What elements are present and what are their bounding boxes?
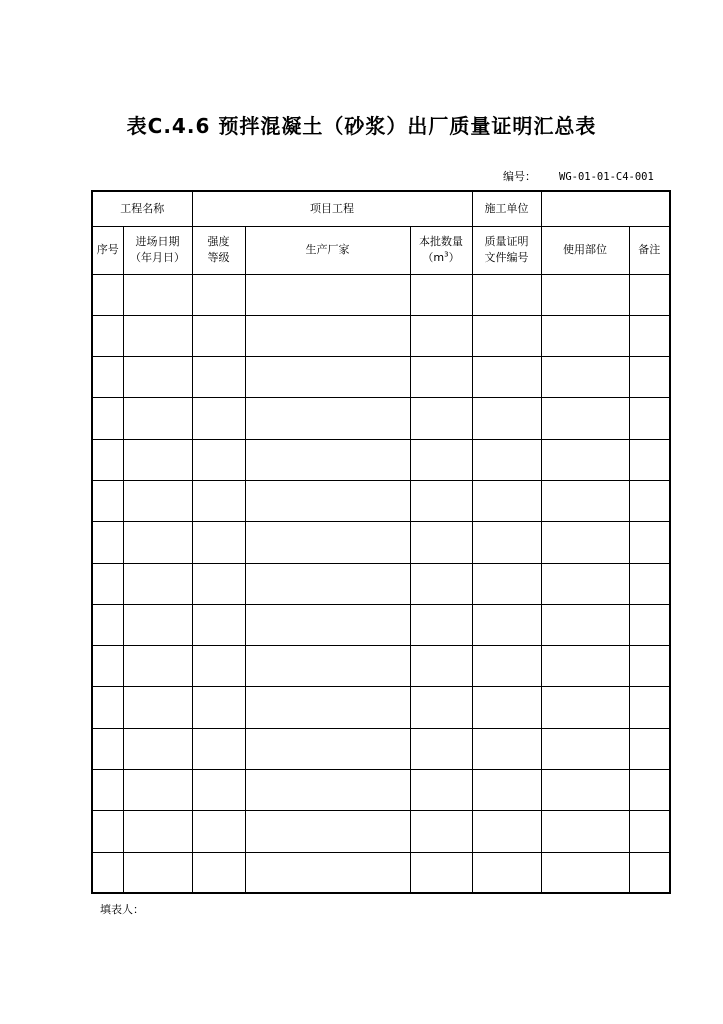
table-cell[interactable] [629,398,670,439]
table-cell[interactable] [123,439,192,480]
col-header-seq: 序号 [92,226,123,274]
table-cell[interactable] [541,770,629,811]
table-cell[interactable] [92,398,123,439]
table-row [92,770,670,811]
table-cell[interactable] [123,770,192,811]
table-cell[interactable] [472,480,541,521]
table-cell[interactable] [123,522,192,563]
col-header-date [123,226,192,274]
table-cell[interactable] [245,687,410,728]
table-cell[interactable] [541,274,629,315]
table-row [92,357,670,398]
column-header-row [92,226,670,274]
summary-table [91,190,671,894]
table-cell[interactable] [410,439,472,480]
table-cell[interactable] [629,604,670,645]
table-cell[interactable] [629,811,670,852]
col-header-grade [192,226,245,274]
data-rows [92,274,670,893]
table-cell[interactable] [192,480,245,521]
table-row [92,439,670,480]
table-cell[interactable] [472,604,541,645]
table-cell[interactable] [541,728,629,769]
table-cell[interactable] [541,357,629,398]
table-cell[interactable] [92,646,123,687]
table-cell[interactable] [123,480,192,521]
table-row [92,728,670,769]
col-header-grade-line2: 等级 [207,251,230,264]
table-cell[interactable] [629,357,670,398]
table-cell[interactable] [245,646,410,687]
table-cell[interactable] [472,522,541,563]
table-cell[interactable] [123,563,192,604]
table-cell[interactable] [541,646,629,687]
table-cell[interactable] [472,728,541,769]
col-header-usage: 使用部位 [541,226,629,274]
table-cell[interactable] [472,852,541,893]
table-cell[interactable] [629,563,670,604]
page-title: 表C.4.6 预拌混凝土（砂浆）出厂质量证明汇总表 [126,114,597,138]
table-row [92,811,670,852]
table-cell[interactable] [192,728,245,769]
table-cell[interactable] [629,852,670,893]
table-row [92,398,670,439]
table-cell[interactable] [123,604,192,645]
table-cell[interactable] [629,439,670,480]
table-cell[interactable] [472,398,541,439]
table-cell[interactable] [192,522,245,563]
table-cell[interactable] [123,852,192,893]
table-cell[interactable] [92,604,123,645]
quantity-unit-open: （m [422,251,445,264]
table-cell[interactable] [472,687,541,728]
col-header-date-line1: 进场日期 [135,235,180,248]
table-cell[interactable] [92,563,123,604]
table-cell[interactable] [92,315,123,356]
table-cell[interactable] [245,315,410,356]
table-cell[interactable] [410,315,472,356]
table-cell[interactable] [123,398,192,439]
table-row [92,646,670,687]
table-cell[interactable] [541,687,629,728]
table-row [92,687,670,728]
table-cell[interactable] [472,811,541,852]
table-cell[interactable] [192,770,245,811]
table-cell[interactable] [245,274,410,315]
table-cell[interactable] [541,604,629,645]
table-cell[interactable] [245,480,410,521]
quantity-unit-superscript: 3 [444,250,449,259]
table-cell[interactable] [410,398,472,439]
project-name-label: 工程名称 [92,191,192,226]
table-row [92,480,670,521]
table-cell[interactable] [92,357,123,398]
filler-label: 填表人： [100,903,144,916]
table-cell[interactable] [472,357,541,398]
table-cell[interactable] [629,522,670,563]
table-cell[interactable] [245,728,410,769]
table-cell[interactable] [541,522,629,563]
table-cell[interactable] [245,522,410,563]
col-header-certificate-line1: 质量证明 [484,235,529,248]
table-cell[interactable] [410,728,472,769]
table-cell[interactable] [629,315,670,356]
table-cell[interactable] [192,357,245,398]
table-cell[interactable] [410,852,472,893]
table-cell[interactable] [629,728,670,769]
table-cell[interactable] [123,274,192,315]
col-header-grade-line1: 强度 [207,235,230,248]
table-row [92,274,670,315]
table-cell[interactable] [92,480,123,521]
table-cell[interactable] [410,770,472,811]
table-cell[interactable] [245,398,410,439]
table-row [92,563,670,604]
table-cell[interactable] [472,274,541,315]
table-cell[interactable] [410,646,472,687]
table-cell[interactable] [123,687,192,728]
table-cell[interactable] [92,522,123,563]
table-cell[interactable] [92,274,123,315]
quantity-unit-close: ） [448,251,460,264]
table-cell[interactable] [245,811,410,852]
table-cell[interactable] [472,563,541,604]
col-header-manufacturer: 生产厂家 [245,226,410,274]
document-number-value: WG-01-01-C4-001 [559,171,654,183]
col-header-certificate [472,226,541,274]
table-cell[interactable] [245,357,410,398]
table-cell[interactable] [92,728,123,769]
table-cell[interactable] [192,687,245,728]
document-number [503,168,654,184]
document-number-label: 编号： [503,170,536,183]
table-cell[interactable] [92,811,123,852]
table-cell[interactable] [629,687,670,728]
project-name-value[interactable]: 项目工程 [192,191,472,226]
table-row [92,604,670,645]
table-cell[interactable] [245,852,410,893]
table-cell[interactable] [541,439,629,480]
table-cell[interactable] [192,852,245,893]
table-cell[interactable] [92,687,123,728]
table-cell[interactable] [629,646,670,687]
col-header-quantity [410,226,472,274]
table-cell[interactable] [410,604,472,645]
table-cell[interactable] [410,522,472,563]
table-cell[interactable] [472,770,541,811]
col-header-quantity-unit [411,250,472,266]
table-cell[interactable] [92,770,123,811]
table-cell[interactable] [192,315,245,356]
table-cell[interactable] [123,357,192,398]
table-cell[interactable] [541,811,629,852]
table-cell[interactable] [472,646,541,687]
col-header-certificate-line2: 文件编号 [484,251,529,264]
table-cell[interactable] [541,480,629,521]
construction-unit-value[interactable] [541,191,670,226]
col-header-quantity-line1: 本批数量 [419,235,463,248]
table-cell[interactable] [541,398,629,439]
table-cell[interactable] [245,770,410,811]
table-cell[interactable] [123,315,192,356]
table-cell[interactable] [123,646,192,687]
table-cell[interactable] [245,563,410,604]
table-cell[interactable] [410,274,472,315]
col-header-date-line2: （年月日） [130,251,185,264]
table-cell[interactable] [410,357,472,398]
table-cell[interactable] [192,604,245,645]
table-cell[interactable] [541,852,629,893]
table-row [92,522,670,563]
table-cell[interactable] [410,811,472,852]
table-cell[interactable] [410,563,472,604]
table-cell[interactable] [192,398,245,439]
table-cell[interactable] [123,811,192,852]
table-cell[interactable] [472,439,541,480]
table-cell[interactable] [192,563,245,604]
table-cell[interactable] [629,480,670,521]
table-row [92,315,670,356]
table-cell[interactable] [92,852,123,893]
table-cell[interactable] [629,770,670,811]
table-cell[interactable] [123,728,192,769]
construction-unit-label: 施工单位 [472,191,541,226]
table-row [92,852,670,893]
table-cell[interactable] [192,439,245,480]
table-cell[interactable] [410,687,472,728]
table-cell[interactable] [629,274,670,315]
table-cell[interactable] [245,604,410,645]
table-cell[interactable] [541,563,629,604]
table-cell[interactable] [192,646,245,687]
table-cell[interactable] [245,439,410,480]
project-info-row [92,191,670,226]
table-cell[interactable] [541,315,629,356]
table-cell[interactable] [92,439,123,480]
table-cell[interactable] [410,480,472,521]
table-cell[interactable] [472,315,541,356]
table-cell[interactable] [192,274,245,315]
table-cell[interactable] [192,811,245,852]
col-header-remarks: 备注 [629,226,670,274]
